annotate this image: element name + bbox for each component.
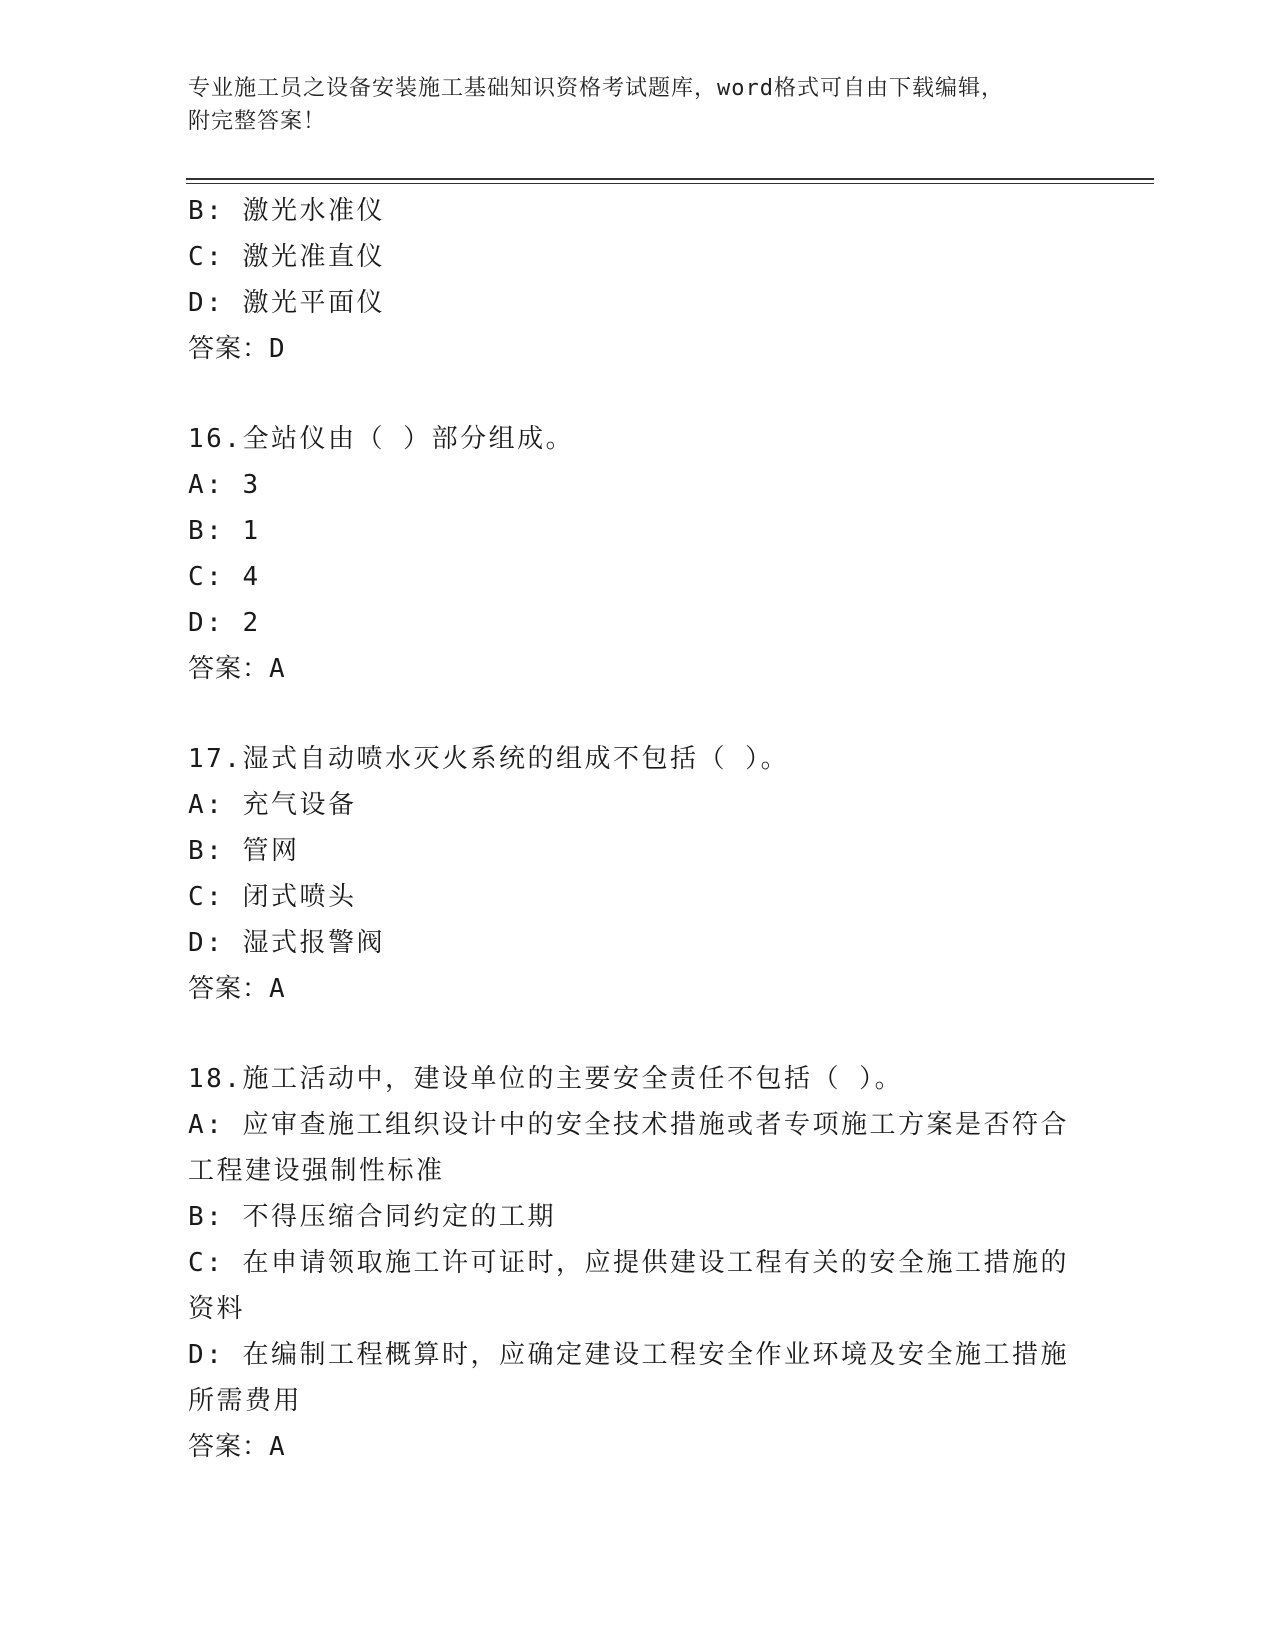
spacer <box>188 692 1088 736</box>
option-c: C: 在申请领取施工许可证时，应提供建设工程有关的安全施工措施的资料 <box>188 1248 1069 1324</box>
spacer <box>188 372 1088 416</box>
spacer <box>188 1012 1088 1056</box>
question-text: 17.湿式自动喷水灭火系统的组成不包括（ ）。 <box>188 744 790 774</box>
question-18 <box>188 1056 1088 1470</box>
answer-value: A <box>269 1432 286 1462</box>
answer-value: A <box>269 974 286 1004</box>
question-text: 16.全站仪由（ ）部分组成。 <box>188 424 575 454</box>
question-15 <box>188 188 1088 372</box>
option-b: B: 激光水准仪 <box>188 196 385 226</box>
option-b: B: 管网 <box>188 836 300 866</box>
header-divider-thick <box>186 178 1154 180</box>
document-header <box>188 72 1088 138</box>
answer-label: 答案： <box>188 1432 270 1462</box>
answer-value: D <box>269 334 286 364</box>
option-c: C: 4 <box>188 562 261 592</box>
question-content <box>188 188 1088 1470</box>
answer-line <box>188 326 1088 372</box>
header-divider-thin <box>186 183 1154 184</box>
header-line-1: 专业施工员之设备安装施工基础知识资格考试题库，word格式可自由下载编辑， <box>188 76 1004 101</box>
answer-line <box>188 966 1088 1012</box>
question-17 <box>188 736 1088 1012</box>
option-c: C: 闭式喷头 <box>188 882 357 912</box>
option-a: A: 3 <box>188 470 261 500</box>
option-c: C: 激光准直仪 <box>188 242 385 272</box>
answer-line <box>188 1424 1088 1470</box>
option-b: B: 不得压缩合同约定的工期 <box>188 1202 556 1232</box>
option-d: D: 湿式报警阀 <box>188 928 385 958</box>
option-d: D: 2 <box>188 608 261 638</box>
answer-label: 答案： <box>188 654 270 684</box>
answer-value: A <box>269 654 286 684</box>
option-a: A: 充气设备 <box>188 790 357 820</box>
question-16 <box>188 416 1088 692</box>
answer-label: 答案： <box>188 334 270 364</box>
answer-label: 答案： <box>188 974 270 1004</box>
answer-line <box>188 646 1088 692</box>
option-b: B: 1 <box>188 516 261 546</box>
question-text: 18.施工活动中，建设单位的主要安全责任不包括（ ）。 <box>188 1064 904 1094</box>
option-a: A: 应审查施工组织设计中的安全技术措施或者专项施工方案是否符合工程建设强制性标准 <box>188 1110 1069 1186</box>
option-d: D: 在编制工程概算时，应确定建设工程安全作业环境及安全施工措施所需费用 <box>188 1340 1069 1416</box>
option-d: D: 激光平面仪 <box>188 288 385 318</box>
header-line-2: 附完整答案！ <box>188 109 327 134</box>
